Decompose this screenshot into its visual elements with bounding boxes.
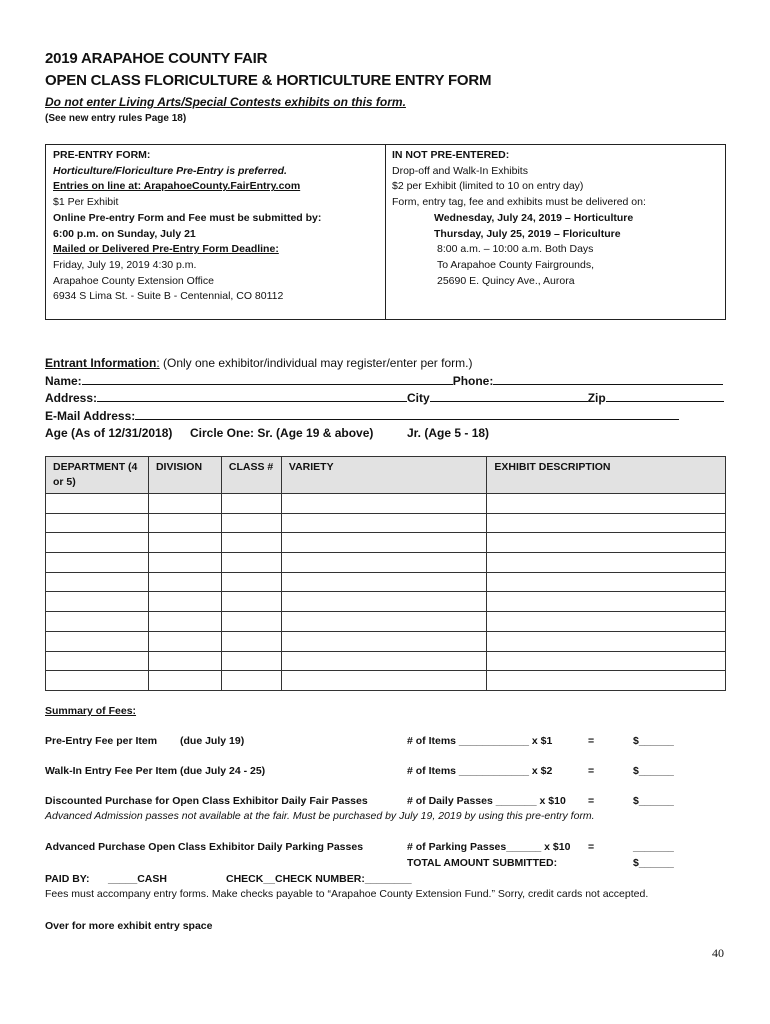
- not-pre-entered-heading: IN NOT PRE-ENTERED:: [392, 149, 510, 161]
- cell-class[interactable]: [221, 513, 281, 533]
- pre-entry-fee-due: (due July 19): [180, 735, 245, 747]
- pre-entry-total[interactable]: $______: [633, 735, 674, 747]
- table-row: [46, 572, 726, 592]
- online-deadline-1: Online Pre-entry Form and Fee must be submitted by:: [53, 211, 322, 224]
- cell-description[interactable]: [487, 671, 726, 691]
- payment-note: Fees must accompany entry forms. Make checks payable to “Arapahoe County Extension Fund.” Sorry, credit cards not accepted.: [45, 888, 649, 900]
- table-header-row: [46, 457, 726, 494]
- cell-department[interactable]: [46, 513, 149, 533]
- name-label: Name:: [45, 374, 82, 388]
- phone-label: Phone:: [452, 374, 494, 388]
- daily-passes-total[interactable]: $______: [633, 795, 674, 807]
- mail-deadline-heading: Mailed or Delivered Pre-Entry Form Deadline:: [53, 243, 279, 256]
- col-class: CLASS #: [221, 457, 281, 494]
- pre-entry-preferred: Horticulture/Floriculture Pre-Entry is preferred.: [53, 164, 287, 177]
- cell-department[interactable]: [46, 631, 149, 651]
- cell-department[interactable]: [46, 651, 149, 671]
- col-department: DEPARTMENT (4 or 5): [46, 457, 149, 494]
- address-field[interactable]: [97, 390, 407, 402]
- cell-variety[interactable]: [281, 671, 487, 691]
- pre-entry-heading: PRE-ENTRY FORM:: [53, 149, 151, 161]
- box-divider: [385, 145, 386, 319]
- cell-division[interactable]: [148, 631, 221, 651]
- cell-class[interactable]: [221, 533, 281, 553]
- daily-passes-note: Advanced Admission passes not available at the fair. Must be purchased by July 19, 2019 by using this pre-entry form.: [45, 810, 595, 822]
- cell-variety[interactable]: [281, 533, 487, 553]
- pre-entry-equals: =: [588, 735, 595, 747]
- warning-note: Do not enter Living Arts/Special Contests exhibits on this form.: [45, 95, 406, 109]
- horticulture-date: Wednesday, July 24, 2019 – Horticulture: [434, 211, 634, 224]
- email-label: E-Mail Address:: [45, 409, 136, 423]
- form-title-entry: OPEN CLASS FLORICULTURE & HORTICULTURE ENTRY FORM: [45, 72, 492, 89]
- drop-off-time: 8:00 a.m. – 10:00 a.m. Both Days: [437, 243, 594, 256]
- cell-division[interactable]: [148, 572, 221, 592]
- table-row: [46, 553, 726, 573]
- walk-in-line3: Form, entry tag, fee and exhibits must be delivered on:: [392, 196, 646, 209]
- cell-class[interactable]: [221, 572, 281, 592]
- online-deadline-2: 6:00 p.m. on Sunday, July 21: [53, 227, 196, 240]
- entrant-colon: :: [156, 356, 160, 370]
- cell-variety[interactable]: [281, 513, 487, 533]
- cell-description[interactable]: [487, 572, 726, 592]
- pre-entry-column: [53, 148, 321, 305]
- cell-division[interactable]: [148, 612, 221, 632]
- pre-entry-fee: $1 Per Exhibit: [53, 196, 119, 209]
- parking-passes-calc[interactable]: # of Parking Passes______ x $10: [407, 841, 571, 853]
- cell-description[interactable]: [487, 533, 726, 553]
- paid-by-label: PAID BY:: [45, 873, 90, 885]
- entrant-heading-row: [45, 356, 472, 370]
- cell-class[interactable]: [221, 651, 281, 671]
- cell-division[interactable]: [148, 533, 221, 553]
- pre-entry-online-link[interactable]: Entries on line at: ArapahoeCounty.FairEntry.com: [53, 180, 301, 193]
- cell-division[interactable]: [148, 651, 221, 671]
- cell-division[interactable]: [148, 671, 221, 691]
- paid-cash-option[interactable]: _____CASH: [108, 873, 167, 885]
- cell-variety[interactable]: [281, 592, 487, 612]
- parking-passes-label: Advanced Purchase Open Class Exhibitor Daily Parking Passes: [45, 841, 364, 853]
- cell-class[interactable]: [221, 631, 281, 651]
- cell-division[interactable]: [148, 553, 221, 573]
- cell-department[interactable]: [46, 553, 149, 573]
- fees-heading: Summary of Fees:: [45, 705, 137, 717]
- fairgrounds-address: 25690 E. Quincy Ave., Aurora: [437, 274, 575, 287]
- total-submitted-label: TOTAL AMOUNT SUBMITTED:: [407, 857, 558, 869]
- cell-variety[interactable]: [281, 494, 487, 514]
- cell-description[interactable]: [487, 592, 726, 612]
- daily-passes-equals: =: [588, 795, 595, 807]
- cell-class[interactable]: [221, 612, 281, 632]
- city-field[interactable]: [430, 390, 588, 402]
- cell-variety[interactable]: [281, 572, 487, 592]
- cell-department[interactable]: [46, 533, 149, 553]
- walk-in-fee-label: Walk-In Entry Fee Per Item (due July 24 - 25): [45, 765, 266, 777]
- paid-check-option[interactable]: CHECK__CHECK NUMBER:________: [226, 873, 412, 885]
- extension-address: 6934 S Lima St. - Suite B - Centennial, CO 80112: [53, 290, 284, 303]
- daily-passes-calc[interactable]: # of Daily Passes _______ x $10: [407, 795, 566, 807]
- col-variety: VARIETY: [281, 457, 487, 494]
- pre-entry-fee-calc[interactable]: # of Items ____________ x $1: [407, 735, 553, 747]
- table-row: [46, 533, 726, 553]
- cell-variety[interactable]: [281, 651, 487, 671]
- cell-description[interactable]: [487, 494, 726, 514]
- entrant-note: (Only one exhibitor/individual may register/enter per form.): [159, 356, 473, 370]
- total-submitted-amount[interactable]: $______: [633, 857, 674, 869]
- extension-office: Arapahoe County Extension Office: [53, 274, 214, 287]
- daily-passes-label: Discounted Purchase for Open Class Exhibitor Daily Fair Passes: [45, 795, 368, 807]
- phone-field[interactable]: [493, 373, 723, 385]
- email-row: [45, 408, 679, 423]
- cell-division[interactable]: [148, 513, 221, 533]
- cell-variety[interactable]: [281, 612, 487, 632]
- cell-department[interactable]: [46, 592, 149, 612]
- cell-description[interactable]: [487, 513, 726, 533]
- cell-department[interactable]: [46, 671, 149, 691]
- cell-description[interactable]: [487, 553, 726, 573]
- name-phone-row: [45, 373, 726, 388]
- zip-label: Zip: [587, 391, 606, 405]
- floriculture-date: Thursday, July 25, 2019 – Floriculture: [434, 227, 621, 240]
- cell-class[interactable]: [221, 494, 281, 514]
- cell-variety[interactable]: [281, 553, 487, 573]
- rules-note: (See new entry rules Page 18): [45, 113, 187, 124]
- parking-passes-equals: =: [588, 841, 595, 853]
- page-number: 40: [712, 946, 724, 960]
- age-circle-senior[interactable]: Circle One: Sr. (Age 19 & above): [190, 426, 374, 440]
- zip-field[interactable]: [606, 390, 724, 402]
- cell-description[interactable]: [487, 612, 726, 632]
- col-division: DIVISION: [148, 457, 221, 494]
- table-row: [46, 651, 726, 671]
- entrant-heading: Entrant Information: [45, 356, 157, 370]
- cell-division[interactable]: [148, 494, 221, 514]
- city-label: City: [407, 391, 430, 405]
- cell-description[interactable]: [487, 631, 726, 651]
- table-row: [46, 513, 726, 533]
- pre-entry-fee-label: Pre-Entry Fee per Item: [45, 735, 158, 747]
- cell-description[interactable]: [487, 651, 726, 671]
- address-row: [45, 390, 726, 405]
- walk-in-line1: Drop-off and Walk-In Exhibits: [392, 164, 528, 177]
- col-exhibit-description: EXHIBIT DESCRIPTION: [487, 457, 726, 494]
- name-field[interactable]: [82, 373, 453, 385]
- mail-deadline-date: Friday, July 19, 2019 4:30 p.m.: [53, 258, 197, 271]
- cell-variety[interactable]: [281, 631, 487, 651]
- walk-in-line2: $2 per Exhibit (limited to 10 on entry day): [392, 180, 584, 193]
- walk-in-equals: =: [588, 765, 595, 777]
- table-row: [46, 592, 726, 612]
- cell-division[interactable]: [148, 592, 221, 612]
- cell-department[interactable]: [46, 572, 149, 592]
- walk-in-fee-calc[interactable]: # of Items ____________ x $2: [407, 765, 553, 777]
- walk-in-total[interactable]: $______: [633, 765, 674, 777]
- parking-passes-total[interactable]: _______: [633, 841, 674, 853]
- cell-department[interactable]: [46, 494, 149, 514]
- age-label: Age (As of 12/31/2018): [45, 426, 173, 440]
- form-title-fair: 2019 ARAPAHOE COUNTY FAIR: [45, 50, 268, 67]
- not-pre-entered-column: [392, 148, 646, 289]
- cell-class[interactable]: [221, 671, 281, 691]
- age-circle-junior[interactable]: Jr. (Age 5 - 18): [407, 426, 490, 440]
- pre-entry-box: [45, 144, 726, 320]
- cell-class[interactable]: [221, 592, 281, 612]
- over-note: Over for more exhibit entry space: [45, 920, 213, 932]
- table-row: [46, 631, 726, 651]
- cell-department[interactable]: [46, 612, 149, 632]
- address-label: Address:: [45, 391, 98, 405]
- table-row: [46, 671, 726, 691]
- cell-class[interactable]: [221, 553, 281, 573]
- table-row: [46, 612, 726, 632]
- table-row: [46, 494, 726, 514]
- email-field[interactable]: [135, 408, 679, 420]
- exhibit-entry-table: [45, 456, 726, 691]
- fairgrounds: To Arapahoe County Fairgrounds,: [437, 258, 595, 271]
